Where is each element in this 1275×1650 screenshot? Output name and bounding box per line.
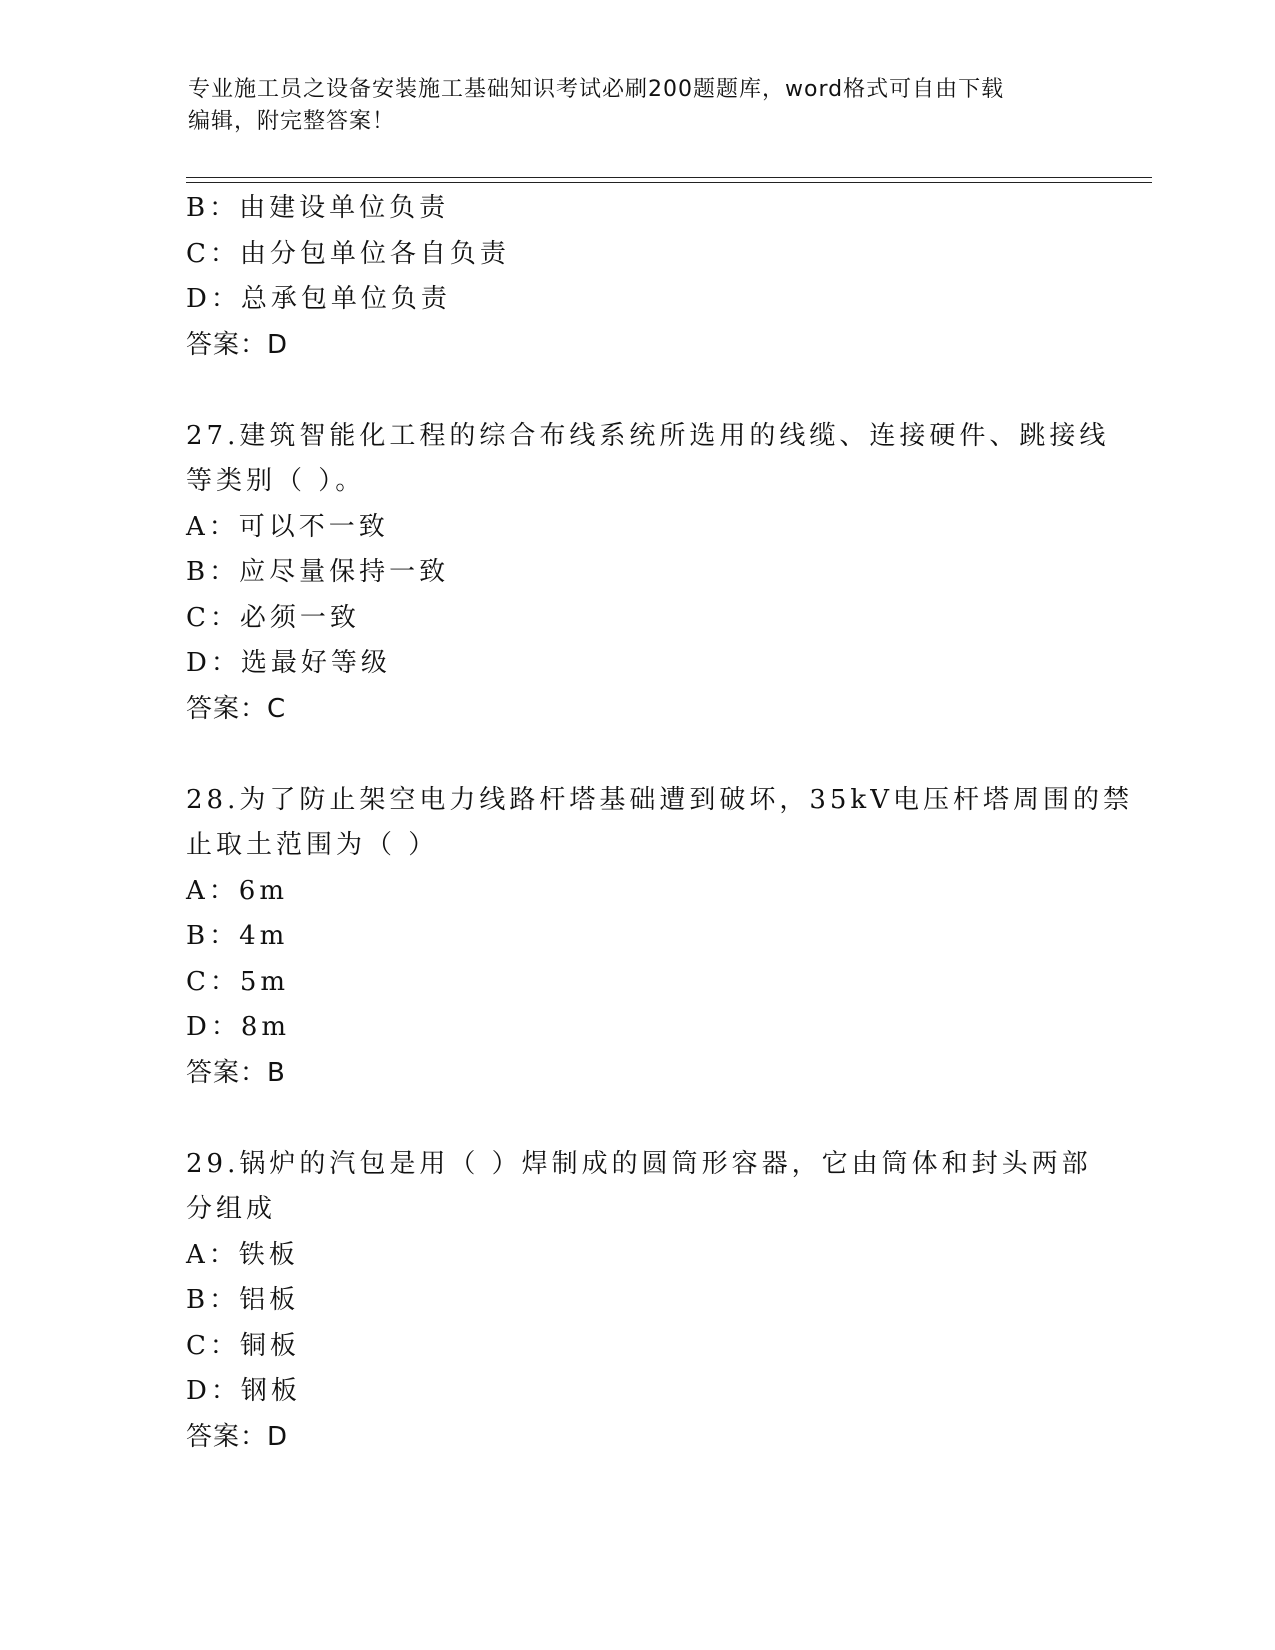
option-d: D：总承包单位负责 bbox=[186, 284, 451, 314]
document-header bbox=[188, 74, 1088, 138]
option-d: D：选最好等级 bbox=[186, 648, 391, 678]
question-26-partial bbox=[186, 186, 1086, 368]
question-stem-line: 止取土范围为（ ） bbox=[186, 830, 439, 860]
option-c: C：必须一致 bbox=[186, 602, 360, 633]
option-b: B：由建设单位负责 bbox=[186, 193, 450, 223]
option-c: C：铜板 bbox=[186, 1330, 300, 1361]
question-stem-line: 等类别（ ）。 bbox=[186, 466, 366, 496]
answer-line: 答案：D bbox=[186, 1421, 289, 1452]
header-divider-top bbox=[186, 177, 1152, 178]
option-c: C：由分包单位各自负责 bbox=[186, 238, 510, 269]
option-d: D：8m bbox=[186, 1012, 291, 1042]
question-stem-line: 28.为了防止架空电力线路杆塔基础遭到破坏，35kV电压杆塔周围的禁 bbox=[186, 784, 1133, 815]
option-b: B：铝板 bbox=[186, 1285, 300, 1315]
question-stem-line: 分组成 bbox=[186, 1194, 277, 1224]
spacer bbox=[186, 732, 1086, 778]
question-29 bbox=[186, 1142, 1092, 1461]
spacer bbox=[186, 368, 1086, 414]
answer-line: 答案：D bbox=[186, 329, 289, 360]
answer-line: 答案：C bbox=[186, 693, 287, 724]
header-line-2: 编辑，附完整答案！ bbox=[188, 109, 396, 134]
spacer bbox=[186, 1096, 1086, 1142]
option-a: A：可以不一致 bbox=[186, 511, 389, 542]
question-list bbox=[186, 186, 1133, 1460]
header-line-1: 专业施工员之设备安装施工基础知识考试必刷200题题库，word格式可自由下载 bbox=[188, 77, 1005, 102]
option-b: B：4m bbox=[186, 921, 289, 951]
header-divider-bottom bbox=[186, 182, 1152, 183]
option-b: B：应尽量保持一致 bbox=[186, 557, 450, 587]
option-a: A：铁板 bbox=[186, 1239, 299, 1270]
option-a: A：6m bbox=[186, 875, 288, 906]
option-c: C：5m bbox=[186, 966, 290, 997]
question-stem-line: 27.建筑智能化工程的综合布线系统所选用的线缆、连接硬件、跳接线 bbox=[186, 420, 1110, 451]
question-28 bbox=[186, 778, 1133, 1097]
option-d: D：钢板 bbox=[186, 1376, 301, 1406]
answer-line: 答案：B bbox=[186, 1057, 286, 1088]
question-27 bbox=[186, 414, 1110, 733]
question-stem-line: 29.锅炉的汽包是用（ ）焊制成的圆筒形容器，它由筒体和封头两部 bbox=[186, 1148, 1092, 1179]
